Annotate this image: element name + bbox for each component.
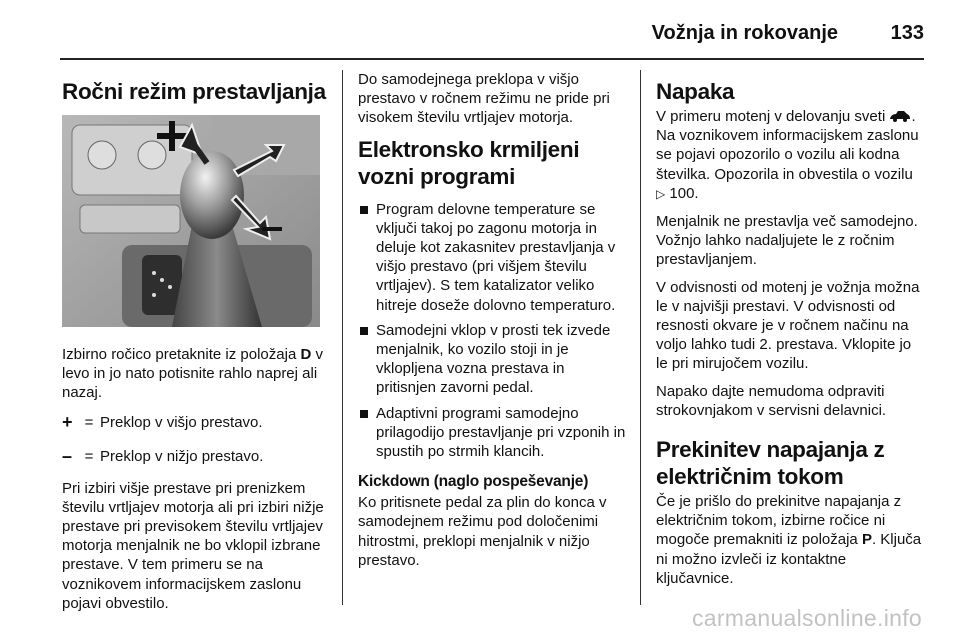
fault-paragraph: V primeru motenj v delovanju sveti . Na voznikovem informacijskem zaslonu se pojavi opozorilo o vozilu ali kodna številka. Opozorila in obvestila o vozilu ▷ 100. bbox=[656, 108, 919, 202]
manual-only-paragraph: Menjalnik ne prestavlja več samodejno. Vožnjo lahko nadaljujete le z ročnim prestavljanjem. bbox=[656, 213, 918, 269]
gear-lever-illustration bbox=[62, 115, 320, 327]
service-paragraph: Napako dajte nemudoma odpraviti strokovnjakom v servisni delavnici. bbox=[656, 382, 887, 419]
section-heading-power-failure: Prekinitev napajanja z električnim tokom bbox=[656, 437, 885, 490]
gear-position-d: D bbox=[300, 346, 312, 363]
list-item: Samodejni vklop v prosti tek izvede menjalnik, ko vozilo stoji in je vklopljena vozna prestava in pritisnjen zavorni pedal. bbox=[358, 321, 626, 398]
header-title: Vožnja in rokovanje bbox=[651, 22, 838, 44]
header-rule bbox=[60, 58, 924, 60]
section-heading-fault: Napaka bbox=[656, 79, 735, 104]
upshift-legend: + = Preklop v višjo prestavo. bbox=[62, 412, 263, 433]
no-auto-upshift-paragraph: Do samodejnega preklopa v višjo prestavo v ročnem režimu ne pride pri visokem številu vrtljajev motorja. bbox=[358, 71, 610, 127]
list-item: Adaptivni programi samodejno prilagodijo prestavljanje pri vzponih in spustih po strmih klancih. bbox=[358, 404, 626, 462]
kickdown-paragraph: Ko pritisnete pedal za plin do konca v samodejnem režimu pod določenimi hitrostmi, preklopi menjalnik v nižjo prestavo. bbox=[358, 494, 607, 569]
page-header bbox=[0, 0, 960, 60]
watermark: carmanualsonline.info bbox=[691, 605, 922, 631]
shift-warning-paragraph: Pri izbiri višje prestave pri prenizkem številu vrtljajev motorja ali pri izbiri nižje prestave pri previsokem številu vrtljajev motorja menjalnik ne bo vklopil izbrane prestave. V tem primeru se na voznikovem informacijskem zaslonu pojavi obvestilo. bbox=[62, 479, 324, 612]
subheading-kickdown: Kickdown (naglo pospeševanje) bbox=[358, 473, 589, 491]
downshift-legend: – = Preklop v nižjo prestavo. bbox=[62, 446, 264, 467]
plus-icon: + bbox=[62, 412, 73, 433]
column-divider-2 bbox=[640, 70, 641, 605]
column-divider-1 bbox=[342, 70, 343, 605]
section-heading-manual-mode: Ročni režim prestavljanja bbox=[62, 79, 326, 104]
instruction-paragraph: Izbirno ročico pretaknite iz položaja D v levo in jo nato potisnite rahlo naprej ali nazaj. bbox=[62, 346, 323, 402]
column-1 bbox=[62, 70, 328, 621]
column-2 bbox=[358, 70, 626, 578]
car-warning-icon bbox=[889, 110, 911, 122]
column-3 bbox=[656, 70, 926, 596]
page-number: 133 bbox=[890, 22, 924, 44]
page-reference-icon: ▷ bbox=[656, 186, 666, 201]
section-heading-electronic-programs: Elektronsko krmiljeni vozni programi bbox=[358, 136, 580, 189]
top-gear-paragraph: V odvisnosti od motenj je vožnja možna le v najvišji prestavi. V odvisnosti od resnosti okvare je v ročnem načinu na voljo lahko tudi 2. prestava. Vklopite jo le pri mirujočem vozilu. bbox=[656, 278, 920, 373]
list-item: Program delovne temperature se vključi takoj po zagonu motorja in deluje kot zakasnitev prestavljanja v višjo prestavo (pri višjem številu vrtljajev). S tem katalizator veliko hitreje doseže dolovno temperaturo. bbox=[358, 200, 626, 315]
gear-position-p: P bbox=[861, 531, 872, 549]
programs-list bbox=[358, 200, 626, 462]
minus-icon: – bbox=[62, 446, 73, 467]
power-failure-paragraph: Če je prišlo do prekinitve napajanja z električnim tokom, izbirne ročice ni mogoče premakniti iz položaja P. Ključa ni možno izvleči iz kontaktne ključavnice. bbox=[656, 493, 922, 587]
